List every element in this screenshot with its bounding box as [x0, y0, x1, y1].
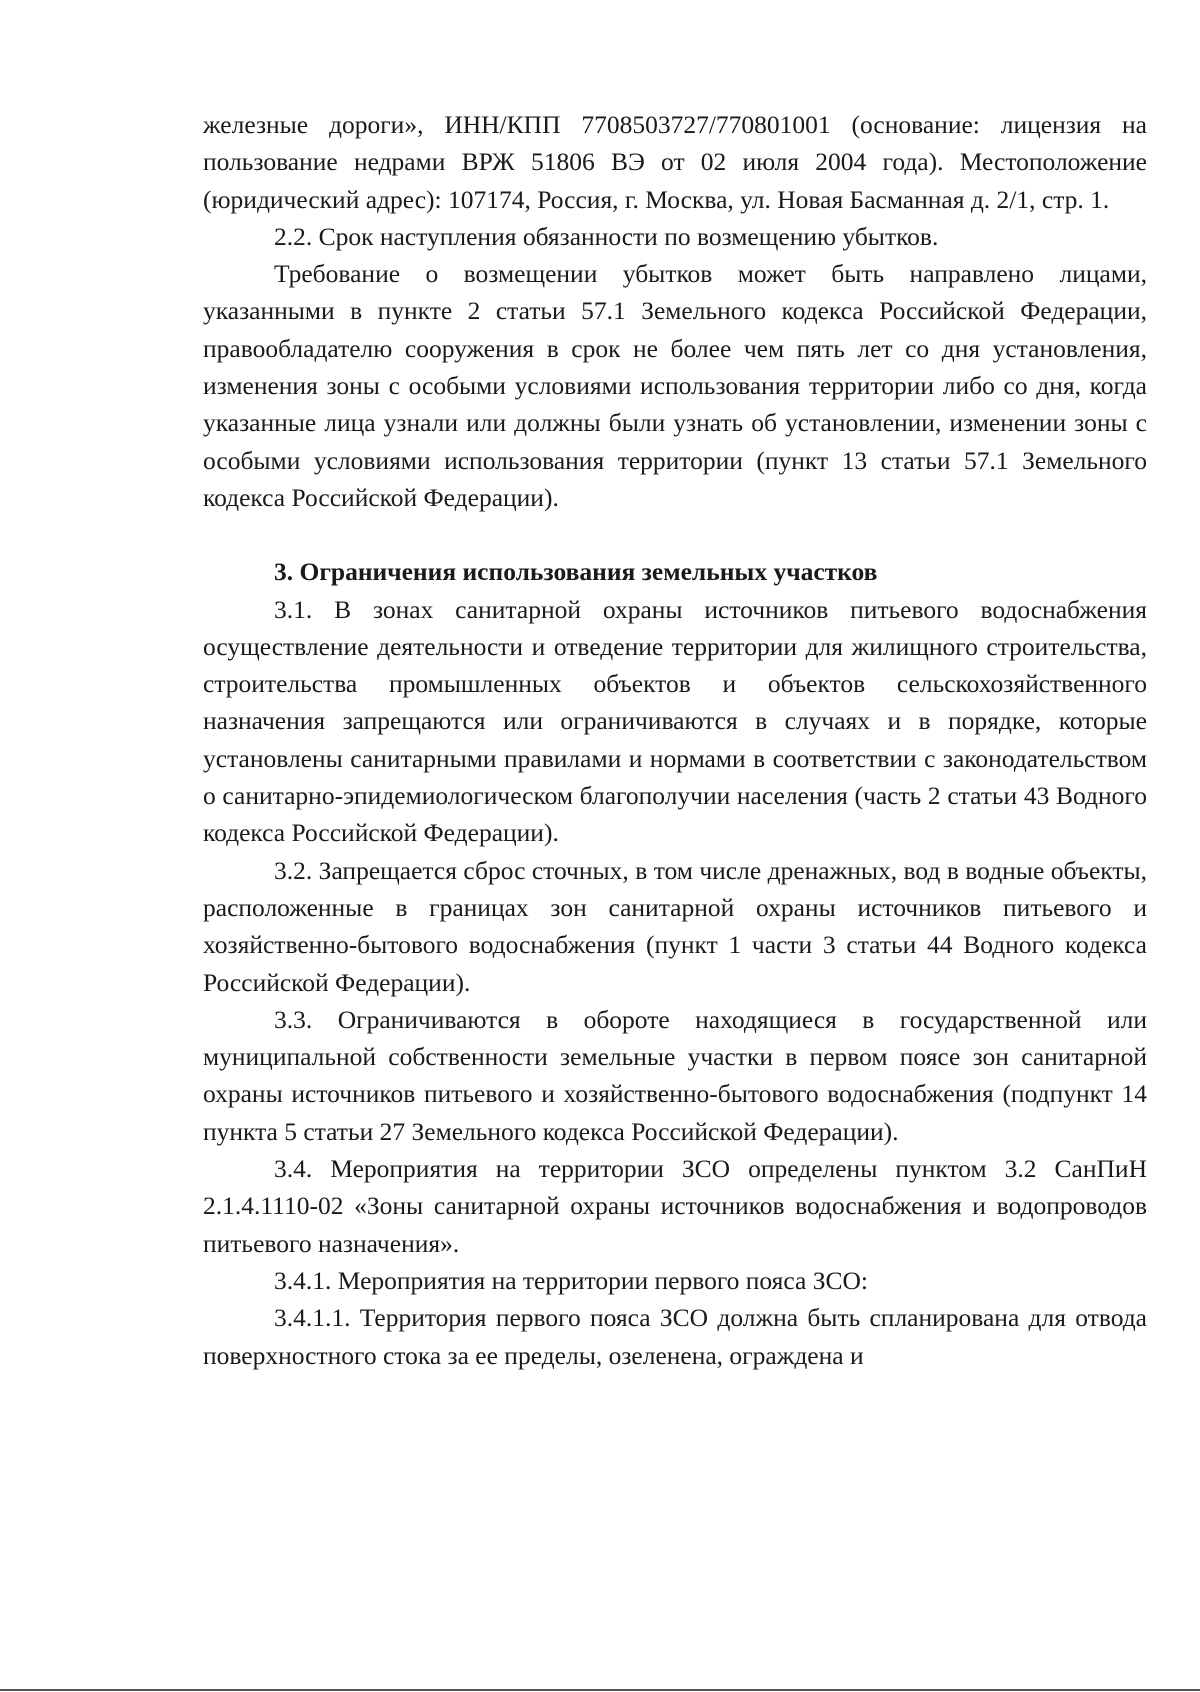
scan-bottom-edge	[0, 1689, 1200, 1691]
paragraph-2-2: 2.2. Срок наступления обязанности по возмещению убытков.	[274, 221, 939, 251]
document-page	[203, 106, 1147, 1374]
paragraph-3-4: 3.4. Мероприятия на территории ЗСО определены пунктом 3.2 СанПиН 2.1.4.1110-02 «Зоны санитарной охраны источников водоснабжения и водопроводов питьевого назначения».	[203, 1154, 1147, 1258]
paragraph-3-4-1-1: 3.4.1.1. Территория первого пояса ЗСО должна быть спланирована для отвода поверхностного стока за ее пределы, озеленена, ограждена и	[203, 1303, 1147, 1370]
paragraph-3-2: 3.2. Запрещается сброс сточных, в том числе дренажных, вод в водные объекты, расположенные в границах зон санитарной охраны источников питьевого и хозяйственно-бытового водоснабжения (пункт 1 части 3 статьи 44 Водного кодекса Российской Федерации).	[203, 855, 1147, 997]
section-gap	[203, 516, 1147, 553]
paragraph-3-3: 3.3. Ограничиваются в обороте находящиеся в государственной или муниципальной собственности земельные участки в первом поясе зон санитарной охраны источников питьевого и хозяйственно-бытового водоснабжения (подпункт 14 пункта 5 статьи 27 Земельного кодекса Российской Федерации).	[203, 1004, 1147, 1146]
paragraph-3-4-1: 3.4.1. Мероприятия на территории первого пояса ЗСО:	[274, 1265, 869, 1295]
section-heading: 3. Ограничения использования земельных участков	[274, 557, 878, 587]
paragraph-3-1: 3.1. В зонах санитарной охраны источников питьевого водоснабжения осуществление деятельности и отведение территории для жилищного строительства, строительства промышленных объектов и объектов сельскохозяйственного назначения запрещаются или ограничиваются в случаях и в порядке, которые установлены санитарными правилами и нормами в соответствии с законодательством о санитарно-эпидемиологическом благополучии населения (часть 2 статьи 43 Водного кодекса Российской Федерации).	[203, 594, 1147, 848]
paragraph-claim: Требование о возмещении убытков может быть направлено лицами, указанными в пункте 2 статьи 57.1 Земельного кодекса Российской Федерации, правообладателю сооружения в срок не более чем пять лет со дня установления, изменения зоны с особыми условиями использования территории либо со дня, когда указанные лица узнали или должны были узнать об установлении, изменении зоны с особыми условиями использования территории (пункт 13 статьи 57.1 Земельного кодекса Российской Федерации).	[203, 259, 1147, 512]
paragraph-continuation: железные дороги», ИНН/КПП 7708503727/770801001 (основание: лицензия на пользование недрами ВРЖ 51806 ВЭ от 02 июля 2004 года). Местоположение (юридический адрес): 107174, Россия, г. Москва, ул. Новая Басманная д. 2/1, стр. 1.	[203, 110, 1147, 214]
